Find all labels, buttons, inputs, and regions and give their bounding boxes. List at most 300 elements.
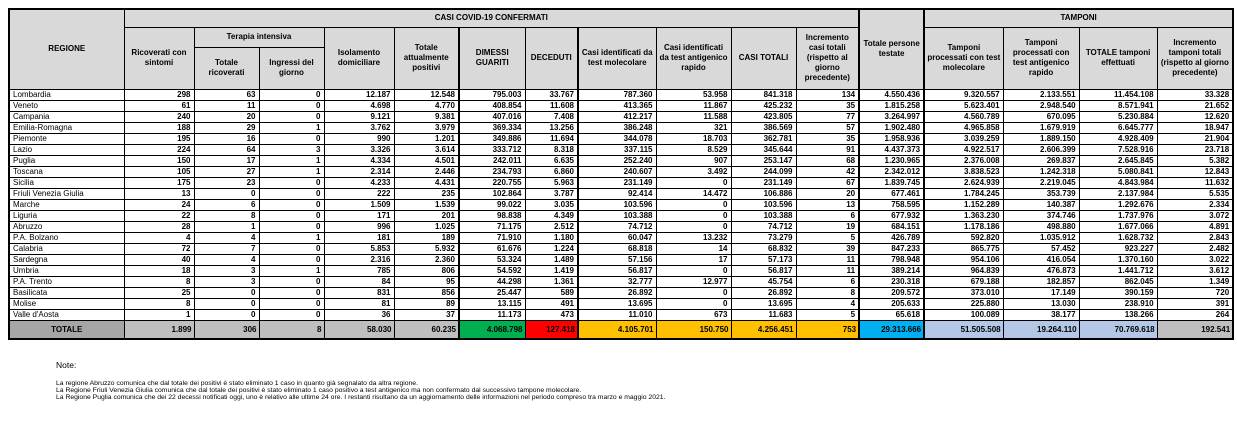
value-cell: 1.784.245 [924,188,1003,199]
value-cell: 720 [1157,287,1233,298]
value-cell: 5.080.841 [1079,166,1157,177]
table-row [9,265,1233,276]
value-cell: 0 [259,199,324,210]
table-row [9,166,1233,177]
region-name-cell: Calabria [9,243,124,254]
value-cell: 964.839 [924,265,1003,276]
value-cell: 4.698 [324,100,394,111]
value-cell: 337.115 [578,144,656,155]
value-cell: 238.910 [1079,298,1157,309]
region-name-cell: Lombardia [9,89,124,100]
value-cell: 11 [796,265,859,276]
value-cell: 795.003 [459,89,525,100]
value-cell: 758.595 [859,199,924,210]
value-cell: 0 [656,210,731,221]
region-name-cell: Piemonte [9,133,124,144]
totale-dimessi-guariti: 4.068.798 [459,320,525,339]
value-cell: 990 [324,133,394,144]
value-cell: 13 [124,188,194,199]
totale-ingressi-giorno: 8 [259,320,324,339]
value-cell: 2.316 [324,254,394,265]
value-cell: 0 [259,243,324,254]
value-cell: 3.039.259 [924,133,1003,144]
table-row [9,100,1233,111]
value-cell: 373.010 [924,287,1003,298]
value-cell: 23 [194,177,259,188]
value-cell: 68.818 [578,243,656,254]
value-cell: 231.149 [731,177,796,188]
value-cell: 2.606.399 [1003,144,1079,155]
header-persone-testate: Totale persone testate [859,9,924,89]
header-deceduti: DECEDUTI [525,27,578,89]
value-cell: 0 [656,177,731,188]
value-cell: 0 [259,100,324,111]
value-cell: 369.334 [459,122,525,133]
value-cell: 252.240 [578,155,656,166]
totale-incremento-tamponi: 192.541 [1157,320,1233,339]
totale-label: TOTALE [9,320,124,339]
value-cell: 0 [259,309,324,320]
value-cell: 103.596 [578,199,656,210]
value-cell: 38.177 [1003,309,1079,320]
value-cell: 1.489 [525,254,578,265]
value-cell: 391 [1157,298,1233,309]
value-cell: 44.298 [459,276,525,287]
value-cell: 11.173 [459,309,525,320]
value-cell: 150 [124,155,194,166]
value-cell: 77 [796,111,859,122]
value-cell: 1 [259,232,324,243]
value-cell: 1.035.912 [1003,232,1079,243]
value-cell: 0 [259,210,324,221]
value-cell: 6 [796,276,859,287]
region-name-cell: Sardegna [9,254,124,265]
value-cell: 0 [656,298,731,309]
value-cell: 4 [194,232,259,243]
value-cell: 1 [259,122,324,133]
value-cell: 224 [124,144,194,155]
totale-casi-molecolare: 4.105.701 [578,320,656,339]
totale-isolamento: 58.030 [324,320,394,339]
region-name-cell: Abruzzo [9,221,124,232]
value-cell: 3.612 [1157,265,1233,276]
region-name-cell: P.A. Bolzano [9,232,124,243]
value-cell: 1.201 [394,133,459,144]
value-cell: 11.694 [525,133,578,144]
value-cell: 3.326 [324,144,394,155]
value-cell: 4 [194,254,259,265]
value-cell: 103.388 [578,210,656,221]
totale-row [9,320,1233,339]
value-cell: 3.492 [656,166,731,177]
value-cell: 670.095 [1003,111,1079,122]
value-cell: 0 [259,287,324,298]
value-cell: 35 [796,100,859,111]
value-cell: 4 [796,298,859,309]
value-cell: 1.224 [525,243,578,254]
value-cell: 1.839.745 [859,177,924,188]
table-row [9,210,1233,221]
value-cell: 8.529 [656,144,731,155]
value-cell: 907 [656,155,731,166]
value-cell: 298 [124,89,194,100]
value-cell: 1.902.480 [859,122,924,133]
value-cell: 923.227 [1079,243,1157,254]
value-cell: 847.233 [859,243,924,254]
value-cell: 3.787 [525,188,578,199]
value-cell: 68.832 [731,243,796,254]
value-cell: 491 [525,298,578,309]
value-cell: 1.180 [525,232,578,243]
value-cell: 26.892 [731,287,796,298]
value-cell: 0 [194,298,259,309]
region-name-cell: Toscana [9,166,124,177]
value-cell: 589 [525,287,578,298]
value-cell: 134 [796,89,859,100]
value-cell: 806 [394,265,459,276]
table-row [9,287,1233,298]
value-cell: 2.342.012 [859,166,924,177]
value-cell: 1.178.186 [924,221,1003,232]
value-cell: 5.382 [1157,155,1233,166]
value-cell: 5 [796,309,859,320]
table-body [9,89,1233,320]
totale-incremento-casi: 753 [796,320,859,339]
value-cell: 4.501 [394,155,459,166]
region-name-cell: Friuli Venezia Giulia [9,188,124,199]
value-cell: 423.805 [731,111,796,122]
value-cell: 201 [394,210,459,221]
value-cell: 26.892 [578,287,656,298]
value-cell: 4.550.436 [859,89,924,100]
value-cell: 25.447 [459,287,525,298]
value-cell: 20 [194,111,259,122]
value-cell: 386.248 [578,122,656,133]
value-cell: 140.387 [1003,199,1079,210]
totale-totale-tamponi: 70.769.618 [1079,320,1157,339]
value-cell: 0 [656,265,731,276]
value-cell: 321 [656,122,731,133]
value-cell: 1.419 [525,265,578,276]
value-cell: 11.867 [656,100,731,111]
value-cell: 1 [259,265,324,276]
value-cell: 205.633 [859,298,924,309]
table-row [9,177,1233,188]
header-terapia-intensiva: Terapia intensiva [194,27,324,47]
value-cell: 684.151 [859,221,924,232]
value-cell: 3.022 [1157,254,1233,265]
value-cell: 4.431 [394,177,459,188]
value-cell: 20 [796,188,859,199]
value-cell: 679.188 [924,276,1003,287]
totale-attualmente-positivi: 60.235 [394,320,459,339]
value-cell: 103.388 [731,210,796,221]
totale-casi-antigenico: 150.750 [656,320,731,339]
value-cell: 33.767 [525,89,578,100]
value-cell: 3.614 [394,144,459,155]
value-cell: 17 [656,254,731,265]
totale-totale-ricoverati: 306 [194,320,259,339]
value-cell: 0 [259,177,324,188]
notes-title: Note: [56,359,77,370]
value-cell: 798.948 [859,254,924,265]
value-cell: 37 [394,309,459,320]
value-cell: 3.072 [1157,210,1233,221]
value-cell: 1.370.160 [1079,254,1157,265]
value-cell: 2.133.551 [1003,89,1079,100]
value-cell: 426.789 [859,232,924,243]
value-cell: 498.880 [1003,221,1079,232]
value-cell: 996 [324,221,394,232]
value-cell: 240.607 [578,166,656,177]
value-cell: 240 [124,111,194,122]
value-cell: 0 [194,188,259,199]
value-cell: 8 [124,298,194,309]
note-line: La regione Abruzzo comunica che dal totale dei positivi è stato eliminato 1 caso in quanto già segnalato da altra regione. [56,379,418,387]
value-cell: 99.022 [459,199,525,210]
table-row [9,188,1233,199]
value-cell: 244.099 [731,166,796,177]
value-cell: 412.217 [578,111,656,122]
value-cell: 1.025 [394,221,459,232]
value-cell: 4.349 [525,210,578,221]
value-cell: 2.314 [324,166,394,177]
value-cell: 242.011 [459,155,525,166]
value-cell: 2.376.008 [924,155,1003,166]
table-row [9,89,1233,100]
header-incremento-casi: Incremento casi totali (rispetto al giorno precedente) [796,27,859,89]
value-cell: 5.853 [324,243,394,254]
value-cell: 89 [394,298,459,309]
value-cell: 21.652 [1157,100,1233,111]
value-cell: 5.535 [1157,188,1233,199]
value-cell: 473 [525,309,578,320]
value-cell: 11.588 [656,111,731,122]
value-cell: 40 [124,254,194,265]
value-cell: 39 [796,243,859,254]
covid-data-table [8,8,1234,340]
value-cell: 63 [194,89,259,100]
header-casi-test-molecolare: Casi identificati da test molecolare [578,27,656,89]
value-cell: 53.324 [459,254,525,265]
value-cell: 333.712 [459,144,525,155]
value-cell: 64 [194,144,259,155]
value-cell: 13.030 [1003,298,1079,309]
value-cell: 22 [124,210,194,221]
value-cell: 9.320.557 [924,89,1003,100]
value-cell: 0 [259,221,324,232]
value-cell: 3.979 [394,122,459,133]
value-cell: 16 [194,133,259,144]
header-dimessi-guariti: DIMESSI GUARITI [459,27,525,89]
value-cell: 5.230.884 [1079,111,1157,122]
value-cell: 4.233 [324,177,394,188]
value-cell: 42 [796,166,859,177]
totale-persone-testate: 29.313.666 [859,320,924,339]
value-cell: 4.770 [394,100,459,111]
value-cell: 6.860 [525,166,578,177]
value-cell: 865.775 [924,243,1003,254]
value-cell: 13.695 [731,298,796,309]
value-cell: 416.054 [1003,254,1079,265]
value-cell: 2.512 [525,221,578,232]
value-cell: 18 [124,265,194,276]
value-cell: 841.318 [731,89,796,100]
value-cell: 102.864 [459,188,525,199]
note-line: La Regione Puglia comunica che dei 22 decessi notificati oggi, uno è relativo alle ultime 24 ore. I restanti risultano da un aggiornamento delle informazioni nel periodo compreso tra marzo e maggio 2021. [56,394,666,402]
value-cell: 269.837 [1003,155,1079,166]
totale-casi-totali: 4.256.451 [731,320,796,339]
value-cell: 67 [796,177,859,188]
table-header [9,9,1233,89]
value-cell: 12.977 [656,276,731,287]
value-cell: 105 [124,166,194,177]
value-cell: 0 [656,199,731,210]
value-cell: 954.106 [924,254,1003,265]
value-cell: 1 [259,166,324,177]
table-row [9,243,1233,254]
value-cell: 4.843.984 [1079,177,1157,188]
value-cell: 349.886 [459,133,525,144]
value-cell: 230.318 [859,276,924,287]
value-cell: 11 [796,254,859,265]
value-cell: 0 [194,287,259,298]
value-cell: 103.596 [731,199,796,210]
value-cell: 1.539 [394,199,459,210]
value-cell: 13.232 [656,232,731,243]
table-row [9,276,1233,287]
value-cell: 3 [194,276,259,287]
value-cell: 3.264.997 [859,111,924,122]
value-cell: 1.815.258 [859,100,924,111]
value-cell: 209.572 [859,287,924,298]
value-cell: 18.947 [1157,122,1233,133]
value-cell: 65.618 [859,309,924,320]
value-cell: 23.718 [1157,144,1233,155]
value-cell: 2.446 [394,166,459,177]
value-cell: 138.266 [1079,309,1157,320]
value-cell: 25 [124,287,194,298]
value-cell: 0 [259,254,324,265]
value-cell: 68 [796,155,859,166]
value-cell: 182.857 [1003,276,1079,287]
value-cell: 12.548 [394,89,459,100]
value-cell: 189 [394,232,459,243]
value-cell: 2.137.984 [1079,188,1157,199]
value-cell: 4.928.409 [1079,133,1157,144]
value-cell: 12.187 [324,89,394,100]
header-isolamento-domiciliare: Isolamento domiciliare [324,27,394,89]
table-row [9,111,1233,122]
header-totale-tamponi: TOTALE tamponi effettuati [1079,27,1157,89]
value-cell: 344.078 [578,133,656,144]
value-cell: 1.363.230 [924,210,1003,221]
value-cell: 11.454.108 [1079,89,1157,100]
value-cell: 856 [394,287,459,298]
value-cell: 72 [124,243,194,254]
value-cell: 2.948.540 [1003,100,1079,111]
region-name-cell: Umbria [9,265,124,276]
value-cell: 2.843 [1157,232,1233,243]
value-cell: 425.232 [731,100,796,111]
value-cell: 5.623.401 [924,100,1003,111]
value-cell: 54.592 [459,265,525,276]
value-cell: 235 [394,188,459,199]
totale-deceduti: 127.418 [525,320,578,339]
value-cell: 92.414 [578,188,656,199]
table-row [9,309,1233,320]
header-regione: REGIONE [9,9,124,89]
value-cell: 12.843 [1157,166,1233,177]
value-cell: 389.214 [859,265,924,276]
value-cell: 32.777 [578,276,656,287]
value-cell: 253.147 [731,155,796,166]
value-cell: 407.016 [459,111,525,122]
region-name-cell: Veneto [9,100,124,111]
value-cell: 4.334 [324,155,394,166]
value-cell: 84 [324,276,394,287]
value-cell: 6.635 [525,155,578,166]
value-cell: 2.219.045 [1003,177,1079,188]
value-cell: 33.328 [1157,89,1233,100]
value-cell: 4.437.373 [859,144,924,155]
table-row [9,155,1233,166]
value-cell: 171 [324,210,394,221]
value-cell: 45.754 [731,276,796,287]
value-cell: 35 [796,133,859,144]
value-cell: 231.149 [578,177,656,188]
value-cell: 98.838 [459,210,525,221]
value-cell: 11.632 [1157,177,1233,188]
value-cell: 71.910 [459,232,525,243]
region-name-cell: Liguria [9,210,124,221]
value-cell: 1.628.732 [1079,232,1157,243]
value-cell: 11.683 [731,309,796,320]
value-cell: 3 [259,144,324,155]
value-cell: 390.159 [1079,287,1157,298]
value-cell: 1.242.318 [1003,166,1079,177]
value-cell: 234.793 [459,166,525,177]
value-cell: 13 [796,199,859,210]
region-name-cell: Campania [9,111,124,122]
value-cell: 14.472 [656,188,731,199]
value-cell: 0 [656,221,731,232]
value-cell: 677.461 [859,188,924,199]
value-cell: 71.175 [459,221,525,232]
value-cell: 175 [124,177,194,188]
value-cell: 13.256 [525,122,578,133]
value-cell: 2.482 [1157,243,1233,254]
header-casi-test-antigenico: Casi identificati da test antigenico rapido [656,27,731,89]
value-cell: 2.334 [1157,199,1233,210]
region-name-cell: Puglia [9,155,124,166]
value-cell: 29 [194,122,259,133]
value-cell: 8 [194,210,259,221]
value-cell: 222 [324,188,394,199]
value-cell: 9.381 [394,111,459,122]
value-cell: 1 [259,155,324,166]
value-cell: 7 [194,243,259,254]
totale-ricoverati-sintomi: 1.899 [124,320,194,339]
value-cell: 181 [324,232,394,243]
value-cell: 74.712 [731,221,796,232]
value-cell: 19 [796,221,859,232]
header-ingressi-del-giorno: Ingressi del giorno [259,47,324,89]
band-casi-confermati: CASI COVID-19 CONFERMATI [124,9,859,27]
value-cell: 345.644 [731,144,796,155]
value-cell: 3 [194,265,259,276]
value-cell: 53.958 [656,89,731,100]
